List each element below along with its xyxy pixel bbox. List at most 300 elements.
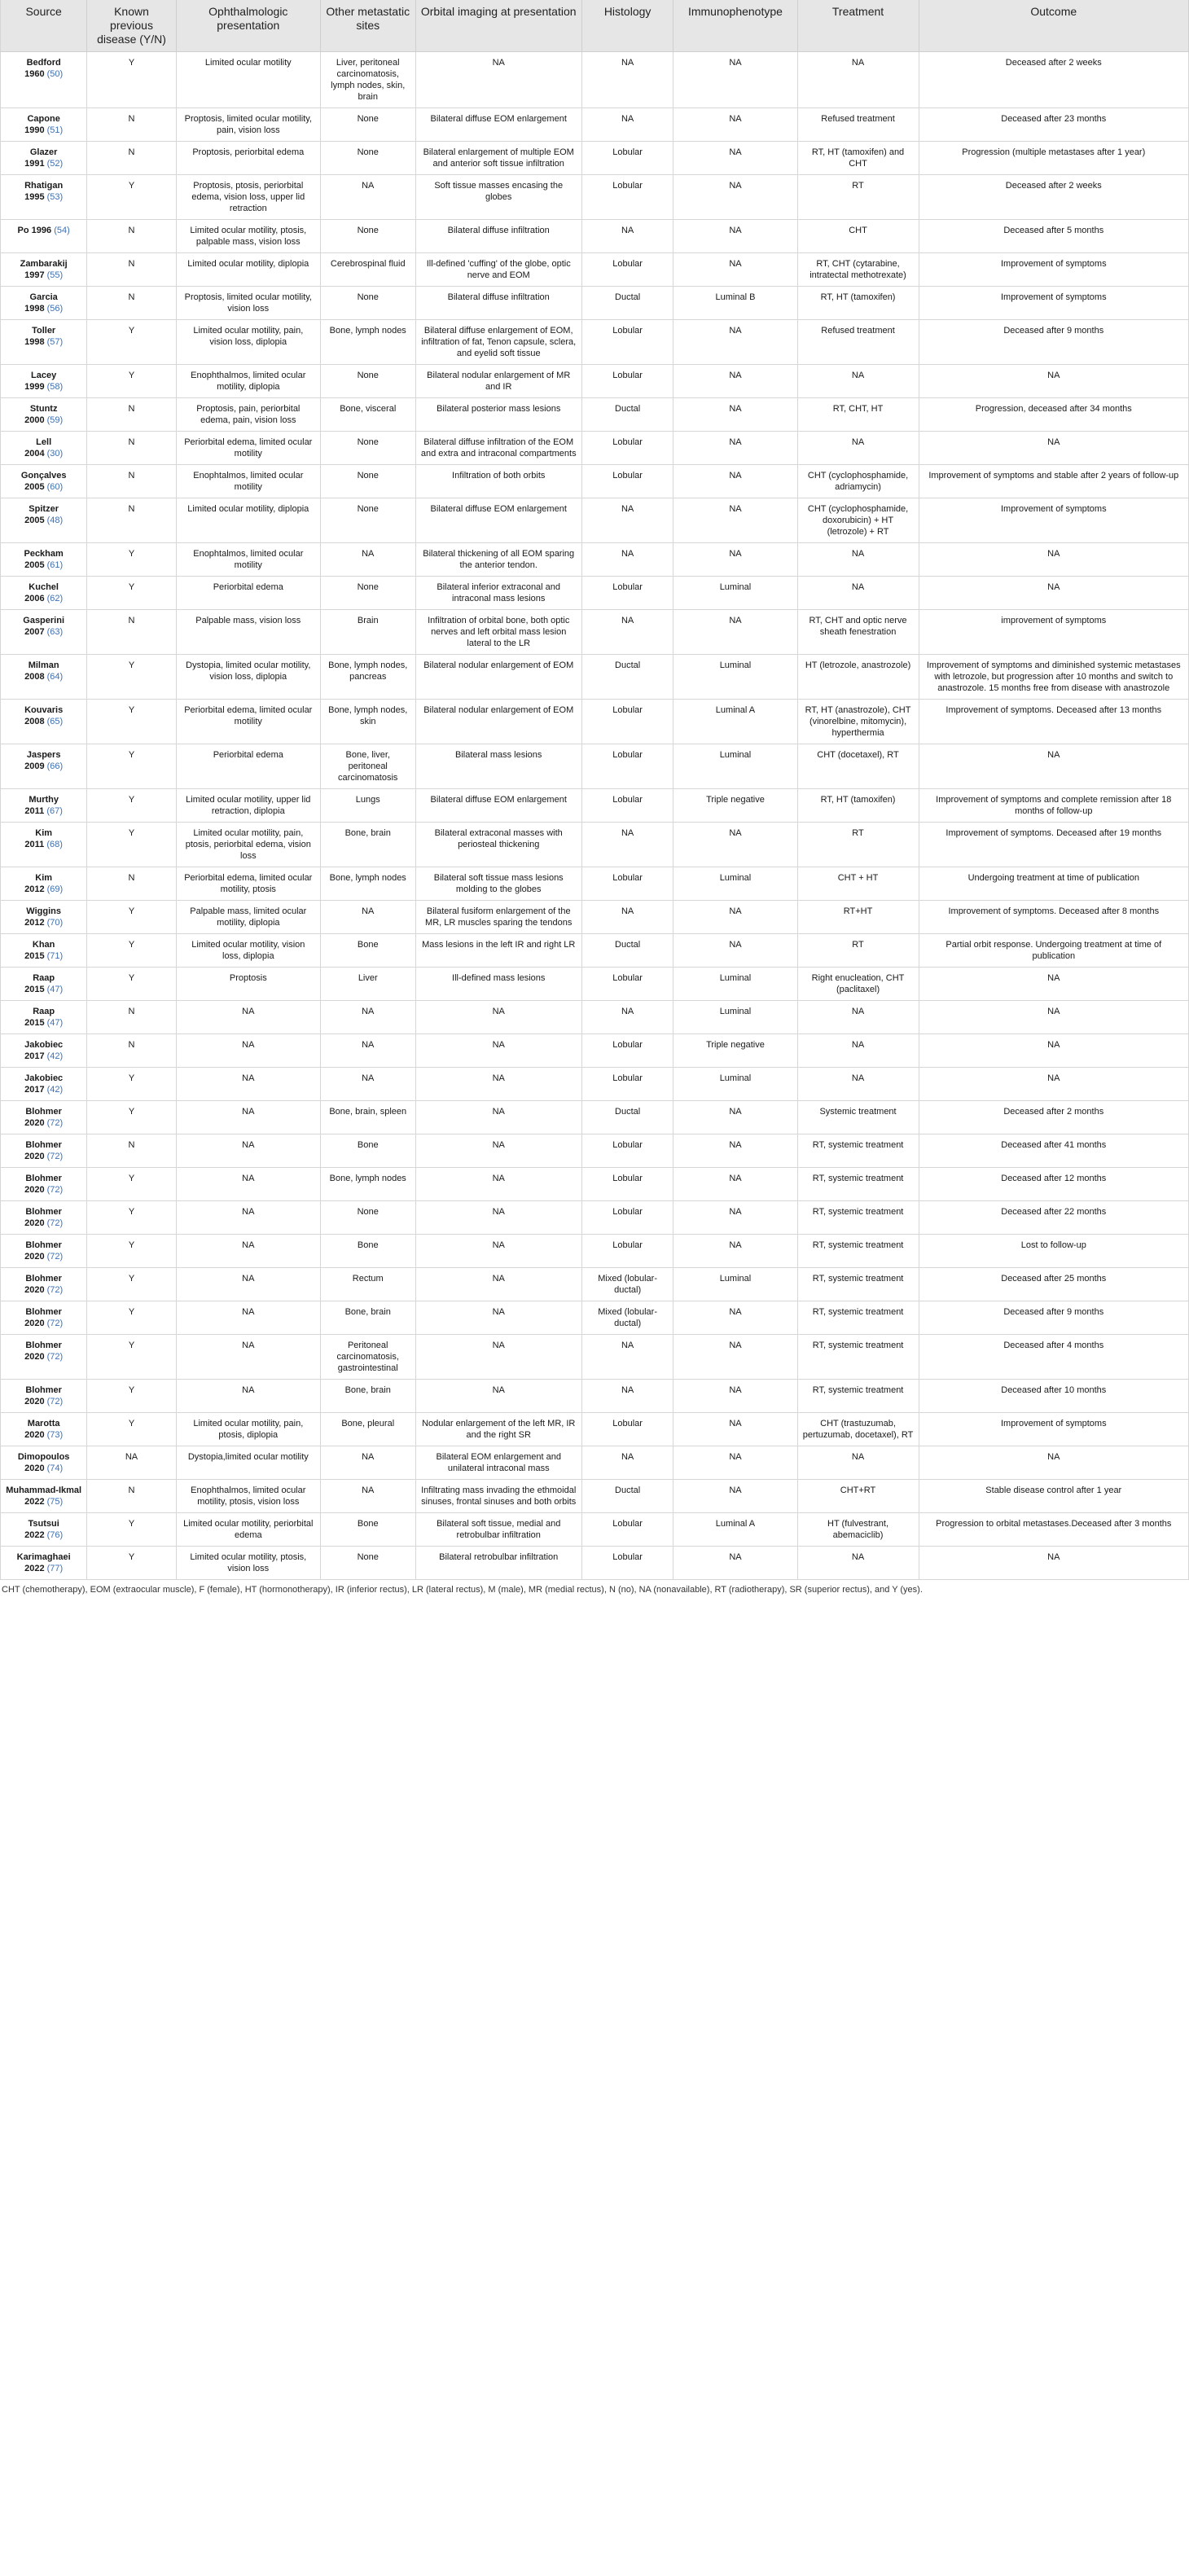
imaging-cell: Bilateral diffuse enlargement of EOM, infiltration of fat, Tenon capsule, sclera, and eyelid soft tissue [415, 320, 581, 365]
histology-cell: NA [581, 108, 673, 142]
source-year: 2020 [24, 1397, 45, 1406]
other-sites-cell: Brain [320, 610, 415, 655]
histology-cell: NA [581, 901, 673, 934]
imaging-cell: Infiltrating mass invading the ethmoidal sinuses, frontal sinuses and both orbits [415, 1480, 581, 1513]
histology-cell: Lobular [581, 1413, 673, 1446]
outcome-cell: Deceased after 9 months [919, 1301, 1188, 1335]
imaging-cell: Bilateral fusiform enlargement of the MR, LR muscles sparing the tendons [415, 901, 581, 934]
outcome-cell: Deceased after 23 months [919, 108, 1188, 142]
other-sites-cell: Bone, lymph nodes, pancreas [320, 655, 415, 700]
outcome-cell: NA [919, 1034, 1188, 1068]
outcome-cell: NA [919, 365, 1188, 398]
imaging-cell: NA [415, 1001, 581, 1034]
ophth-cell: Limited ocular motility [176, 52, 320, 108]
table-row [1, 823, 1189, 867]
source-name: Jakobiec [24, 1073, 64, 1083]
outcome-cell: Deceased after 2 weeks [919, 175, 1188, 220]
treatment-cell: RT [797, 175, 919, 220]
histology-cell: Lobular [581, 744, 673, 789]
table-row [1, 789, 1189, 823]
source-year: 2022 [24, 1564, 45, 1573]
other-sites-cell: Rectum [320, 1268, 415, 1301]
table-row [1, 1001, 1189, 1034]
source-name: Kim [35, 828, 53, 838]
table-row [1, 934, 1189, 968]
other-sites-cell: Bone [320, 1235, 415, 1268]
source-year: 2020 [24, 1285, 45, 1295]
source-year: 2012 [24, 918, 45, 928]
table-row [1, 700, 1189, 744]
immuno-cell: NA [673, 320, 797, 365]
reference-link[interactable]: (76) [46, 1530, 64, 1540]
immuno-cell: NA [673, 1301, 797, 1335]
ophth-cell: Limited ocular motility, ptosis, palpable mass, vision loss [176, 220, 320, 253]
other-sites-cell: None [320, 577, 415, 610]
reference-link[interactable]: (52) [46, 159, 64, 169]
reference-link[interactable]: (30) [46, 449, 64, 459]
outcome-cell: Deceased after 41 months [919, 1134, 1188, 1168]
source-cell [1, 1034, 87, 1068]
reference-link[interactable]: (63) [46, 627, 64, 637]
immuno-cell: NA [673, 1446, 797, 1480]
ophth-cell: NA [176, 1034, 320, 1068]
table-row [1, 142, 1189, 175]
ophth-cell: Dystopia,limited ocular motility [176, 1446, 320, 1480]
source-year: 2000 [24, 415, 45, 425]
histology-cell: Ductal [581, 287, 673, 320]
source-year: 1997 [24, 270, 45, 280]
source-year: 2022 [24, 1497, 45, 1507]
source-year: 2009 [24, 761, 45, 771]
reference-link[interactable]: (72) [46, 1397, 64, 1406]
known-cell: N [87, 465, 176, 498]
known-cell: Y [87, 968, 176, 1001]
reference-link[interactable]: (54) [54, 226, 70, 235]
source-year: 2005 [24, 516, 45, 525]
source-year: 2006 [24, 594, 45, 603]
reference-link[interactable]: (55) [46, 270, 64, 280]
source-cell [1, 789, 87, 823]
known-cell: Y [87, 320, 176, 365]
reference-link[interactable]: (72) [46, 1152, 64, 1161]
imaging-cell: Mass lesions in the left IR and right LR [415, 934, 581, 968]
histology-cell: NA [581, 52, 673, 108]
treatment-cell: RT, CHT (cytarabine, intratectal methotrexate) [797, 253, 919, 287]
known-cell: N [87, 398, 176, 432]
table-row [1, 320, 1189, 365]
reference-link[interactable]: (59) [46, 415, 64, 425]
immuno-cell: NA [673, 432, 797, 465]
reference-link[interactable]: (73) [46, 1430, 64, 1440]
ophth-cell: Limited ocular motility, periorbital edema [176, 1513, 320, 1547]
outcome-cell: Improvement of symptoms and diminished systemic metastases with letrozole, but progression after 10 months and switch to anastrozole. 15 months free from disease with anastrozole [919, 655, 1188, 700]
source-cell [1, 1480, 87, 1513]
known-cell: Y [87, 1513, 176, 1547]
imaging-cell: Ill-defined 'cuffing' of the globe, optic nerve and EOM [415, 253, 581, 287]
source-year: 1995 [24, 192, 45, 202]
imaging-cell: NA [415, 1380, 581, 1413]
reference-link[interactable]: (67) [46, 806, 63, 816]
ophth-cell: Proptosis, ptosis, periorbital edema, vision loss, upper lid retraction [176, 175, 320, 220]
source-name: Marotta [27, 1419, 60, 1428]
outcome-cell: improvement of symptoms [919, 610, 1188, 655]
table-row [1, 1101, 1189, 1134]
outcome-cell: Undergoing treatment at time of publication [919, 867, 1188, 901]
imaging-cell: Infiltration of orbital bone, both optic nerves and left orbital mass lesion lateral to the LR [415, 610, 581, 655]
source-name: Raap [33, 973, 55, 983]
treatment-cell: HT (fulvestrant, abemaciclib) [797, 1513, 919, 1547]
reference-link[interactable]: (42) [46, 1051, 64, 1061]
immuno-cell: NA [673, 365, 797, 398]
histology-cell: NA [581, 823, 673, 867]
other-sites-cell: Bone, lymph nodes [320, 1168, 415, 1201]
immuno-cell: NA [673, 1413, 797, 1446]
imaging-cell: NA [415, 1068, 581, 1101]
source-name: Peckham [24, 549, 64, 559]
histology-cell: Lobular [581, 142, 673, 175]
histology-cell: Lobular [581, 253, 673, 287]
reference-link[interactable]: (72) [46, 1218, 64, 1228]
treatment-cell: Refused treatment [797, 320, 919, 365]
imaging-cell: Bilateral enlargement of multiple EOM and anterior soft tissue infiltration [415, 142, 581, 175]
imaging-cell: Ill-defined mass lesions [415, 968, 581, 1001]
reference-link[interactable]: (65) [46, 717, 64, 726]
immuno-cell: Luminal [673, 1268, 797, 1301]
source-name: Blohmer [25, 1385, 62, 1395]
immuno-cell: NA [673, 901, 797, 934]
immuno-cell: Luminal [673, 744, 797, 789]
treatment-cell: RT, HT (tamoxifen) [797, 287, 919, 320]
immuno-cell: NA [673, 1168, 797, 1201]
histology-cell: Lobular [581, 968, 673, 1001]
imaging-cell: Bilateral diffuse EOM enlargement [415, 789, 581, 823]
reference-link[interactable]: (68) [46, 840, 63, 849]
source-name: Raap [33, 1007, 55, 1016]
treatment-cell: CHT (docetaxel), RT [797, 744, 919, 789]
immuno-cell: NA [673, 1380, 797, 1413]
immuno-cell: NA [673, 1480, 797, 1513]
treatment-cell: RT, CHT and optic nerve sheath fenestration [797, 610, 919, 655]
ophth-cell: Limited ocular motility, diplopia [176, 253, 320, 287]
histology-cell: Lobular [581, 700, 673, 744]
source-cell [1, 1446, 87, 1480]
known-cell: Y [87, 1335, 176, 1380]
outcome-cell: Deceased after 2 weeks [919, 52, 1188, 108]
outcome-cell: NA [919, 1547, 1188, 1580]
source-year: 2012 [24, 884, 45, 894]
known-cell: N [87, 220, 176, 253]
col-known: Known previous disease (Y/N) [87, 0, 176, 52]
other-sites-cell: Liver, peritoneal carcinomatosis, lymph nodes, skin, brain [320, 52, 415, 108]
treatment-cell: NA [797, 1034, 919, 1068]
source-cell [1, 700, 87, 744]
reference-link[interactable]: (57) [46, 337, 64, 347]
outcome-cell: Deceased after 22 months [919, 1201, 1188, 1235]
other-sites-cell: Bone, lymph nodes [320, 867, 415, 901]
treatment-cell: CHT (cyclophosphamide, doxorubicin) + HT (letrozole) + RT [797, 498, 919, 543]
ophth-cell: Palpable mass, vision loss [176, 610, 320, 655]
table-row [1, 744, 1189, 789]
imaging-cell: Soft tissue masses encasing the globes [415, 175, 581, 220]
ophth-cell: Enophthalmos, limited ocular motility, diplopia [176, 365, 320, 398]
source-year: 2005 [24, 560, 45, 570]
source-year: 2022 [24, 1530, 45, 1540]
known-cell: Y [87, 365, 176, 398]
reference-link[interactable]: (47) [46, 1018, 64, 1028]
source-name: Spitzer [29, 504, 59, 514]
known-cell: NA [87, 1446, 176, 1480]
source-cell [1, 1380, 87, 1413]
source-name: Garcia [29, 292, 58, 302]
known-cell: Y [87, 52, 176, 108]
imaging-cell: NA [415, 1301, 581, 1335]
source-cell [1, 1301, 87, 1335]
source-name: Gasperini [23, 616, 65, 625]
imaging-cell: NA [415, 1101, 581, 1134]
source-year: 2008 [24, 717, 45, 726]
reference-link[interactable]: (58) [46, 382, 64, 392]
immuno-cell: Luminal [673, 1001, 797, 1034]
outcome-cell: Progression to orbital metastases.Deceased after 3 months [919, 1513, 1188, 1547]
treatment-cell: RT, HT (tamoxifen) [797, 789, 919, 823]
treatment-cell: RT, systemic treatment [797, 1380, 919, 1413]
imaging-cell: Bilateral nodular enlargement of EOM [415, 700, 581, 744]
source-cell [1, 465, 87, 498]
imaging-cell: NA [415, 1134, 581, 1168]
known-cell: Y [87, 823, 176, 867]
known-cell: N [87, 142, 176, 175]
ophth-cell: NA [176, 1201, 320, 1235]
imaging-cell: NA [415, 1235, 581, 1268]
other-sites-cell: Lungs [320, 789, 415, 823]
col-outcome: Outcome [919, 0, 1188, 52]
source-cell [1, 744, 87, 789]
table-row [1, 1134, 1189, 1168]
table-row [1, 1335, 1189, 1380]
immuno-cell: NA [673, 823, 797, 867]
known-cell: Y [87, 577, 176, 610]
outcome-cell: Improvement of symptoms. Deceased after 19 months [919, 823, 1188, 867]
source-year: 2005 [24, 482, 45, 492]
source-cell [1, 287, 87, 320]
reference-link[interactable]: (72) [46, 1352, 64, 1362]
histology-cell: NA [581, 1001, 673, 1034]
source-year: 2020 [24, 1118, 45, 1128]
reference-link[interactable]: (64) [46, 672, 64, 682]
reference-link[interactable]: (72) [46, 1285, 64, 1295]
reference-link[interactable]: (61) [46, 560, 64, 570]
reference-link[interactable]: (50) [46, 69, 64, 79]
source-year: 2008 [24, 672, 45, 682]
col-immuno: Immunophenotype [673, 0, 797, 52]
source-name: Gonçalves [20, 471, 67, 481]
reference-link[interactable]: (69) [46, 884, 64, 894]
other-sites-cell: None [320, 142, 415, 175]
known-cell: N [87, 1001, 176, 1034]
immuno-cell: Luminal A [673, 1513, 797, 1547]
source-year: 2017 [24, 1051, 45, 1061]
other-sites-cell: Bone [320, 1134, 415, 1168]
outcome-cell: Improvement of symptoms [919, 253, 1188, 287]
histology-cell: Mixed (lobular-ductal) [581, 1301, 673, 1335]
immuno-cell: NA [673, 398, 797, 432]
treatment-cell: NA [797, 1068, 919, 1101]
source-cell [1, 142, 87, 175]
source-name: Bedford [26, 58, 61, 68]
histology-cell: Lobular [581, 1168, 673, 1201]
outcome-cell: NA [919, 1068, 1188, 1101]
outcome-cell: Deceased after 25 months [919, 1268, 1188, 1301]
reference-link[interactable]: (75) [46, 1497, 64, 1507]
source-cell [1, 108, 87, 142]
other-sites-cell: None [320, 220, 415, 253]
table-row [1, 968, 1189, 1001]
table-row [1, 1547, 1189, 1580]
reference-link[interactable]: (72) [46, 1252, 64, 1262]
reference-link[interactable]: (74) [46, 1464, 64, 1473]
treatment-cell: RT+HT [797, 901, 919, 934]
known-cell: Y [87, 901, 176, 934]
known-cell: N [87, 1480, 176, 1513]
ophth-cell: Limited ocular motility, upper lid retraction, diplopia [176, 789, 320, 823]
reference-link[interactable]: (72) [46, 1118, 64, 1128]
histology-cell: NA [581, 1335, 673, 1380]
ophth-cell: Periorbital edema, limited ocular motility, ptosis [176, 867, 320, 901]
ophth-cell: Enophtalmos, limited ocular motility [176, 465, 320, 498]
immuno-cell: Luminal [673, 1068, 797, 1101]
outcome-cell: Improvement of symptoms. Deceased after 8 months [919, 901, 1188, 934]
histology-cell: Lobular [581, 320, 673, 365]
other-sites-cell: None [320, 108, 415, 142]
table-row [1, 108, 1189, 142]
reference-link[interactable]: (56) [46, 304, 64, 314]
known-cell: N [87, 1134, 176, 1168]
treatment-cell: RT, systemic treatment [797, 1201, 919, 1235]
immuno-cell: NA [673, 543, 797, 577]
table-row [1, 1034, 1189, 1068]
histology-cell: NA [581, 1446, 673, 1480]
source-cell [1, 220, 87, 253]
source-name: Lacey [31, 371, 57, 380]
outcome-cell: Improvement of symptoms [919, 1413, 1188, 1446]
known-cell: Y [87, 1168, 176, 1201]
table-row [1, 901, 1189, 934]
source-cell [1, 1335, 87, 1380]
ophth-cell: Periorbital edema, limited ocular motility [176, 432, 320, 465]
ophth-cell: Proptosis, pain, periorbital edema, pain, vision loss [176, 398, 320, 432]
source-name: Wiggins [26, 906, 61, 916]
known-cell: Y [87, 934, 176, 968]
other-sites-cell: Bone, brain, spleen [320, 1101, 415, 1134]
histology-cell: Lobular [581, 1547, 673, 1580]
table-body [1, 52, 1189, 1580]
histology-cell: Mixed (lobular-ductal) [581, 1268, 673, 1301]
table-row [1, 1413, 1189, 1446]
ophth-cell: Periorbital edema [176, 577, 320, 610]
reference-link[interactable]: (70) [46, 918, 64, 928]
outcome-cell: Partial orbit response. Undergoing treatment at time of publication [919, 934, 1188, 968]
ophth-cell: NA [176, 1235, 320, 1268]
imaging-cell: Bilateral diffuse EOM enlargement [415, 498, 581, 543]
table-row [1, 365, 1189, 398]
other-sites-cell: Bone [320, 1513, 415, 1547]
ophth-cell: Periorbital edema [176, 744, 320, 789]
source-cell [1, 1201, 87, 1235]
imaging-cell: Bilateral mass lesions [415, 744, 581, 789]
source-name: Blohmer [25, 1274, 62, 1284]
treatment-cell: RT, systemic treatment [797, 1235, 919, 1268]
table-row [1, 253, 1189, 287]
reference-link[interactable]: (77) [46, 1564, 64, 1573]
treatment-cell: NA [797, 365, 919, 398]
source-name: Kouvaris [24, 705, 64, 715]
other-sites-cell: NA [320, 901, 415, 934]
immuno-cell: NA [673, 1547, 797, 1580]
reference-link[interactable]: (60) [46, 482, 64, 492]
treatment-cell: CHT (cyclophosphamide, adriamycin) [797, 465, 919, 498]
reference-link[interactable]: (62) [46, 594, 64, 603]
source-name: Zambarakij [20, 259, 68, 269]
immuno-cell: NA [673, 142, 797, 175]
source-cell [1, 498, 87, 543]
immuno-cell: Luminal [673, 968, 797, 1001]
known-cell: N [87, 1034, 176, 1068]
other-sites-cell: Peritoneal carcinomatosis, gastrointestinal [320, 1335, 415, 1380]
other-sites-cell: None [320, 1201, 415, 1235]
immuno-cell: Luminal [673, 655, 797, 700]
source-name: Jaspers [26, 750, 61, 760]
header-row [1, 0, 1189, 52]
imaging-cell: NA [415, 1034, 581, 1068]
source-cell [1, 968, 87, 1001]
outcome-cell: Deceased after 12 months [919, 1168, 1188, 1201]
reference-link[interactable]: (53) [46, 192, 64, 202]
histology-cell: Lobular [581, 1068, 673, 1101]
histology-cell: Ductal [581, 655, 673, 700]
reference-link[interactable]: (47) [46, 985, 64, 994]
imaging-cell: Bilateral retrobulbar infiltration [415, 1547, 581, 1580]
known-cell: Y [87, 1547, 176, 1580]
treatment-cell: RT, CHT, HT [797, 398, 919, 432]
reference-link[interactable]: (71) [46, 951, 64, 961]
source-year: 2004 [24, 449, 45, 459]
reference-link[interactable]: (66) [46, 761, 64, 771]
histology-cell: Lobular [581, 432, 673, 465]
reference-link[interactable]: (42) [46, 1085, 64, 1095]
treatment-cell: Systemic treatment [797, 1101, 919, 1134]
table-row [1, 1235, 1189, 1268]
immuno-cell: Luminal A [673, 700, 797, 744]
source-name: Dimopoulos [17, 1452, 70, 1462]
histology-cell: Lobular [581, 465, 673, 498]
reference-link[interactable]: (48) [46, 516, 64, 525]
source-name: Kim [35, 873, 53, 883]
imaging-cell: Bilateral extraconal masses with periosteal thickening [415, 823, 581, 867]
col-hist: Histology [581, 0, 673, 52]
source-name: Stuntz [29, 404, 58, 414]
immuno-cell: NA [673, 220, 797, 253]
ophth-cell: Limited ocular motility, pain, ptosis, periorbital edema, vision loss [176, 823, 320, 867]
reference-link[interactable]: (51) [46, 125, 64, 135]
source-name: Blohmer [25, 1174, 62, 1183]
imaging-cell: NA [415, 1335, 581, 1380]
source-cell [1, 320, 87, 365]
reference-link[interactable]: (72) [46, 1185, 64, 1195]
reference-link[interactable]: (72) [46, 1319, 64, 1328]
other-sites-cell: NA [320, 1034, 415, 1068]
source-cell [1, 1068, 87, 1101]
source-name: Toller [32, 326, 56, 336]
